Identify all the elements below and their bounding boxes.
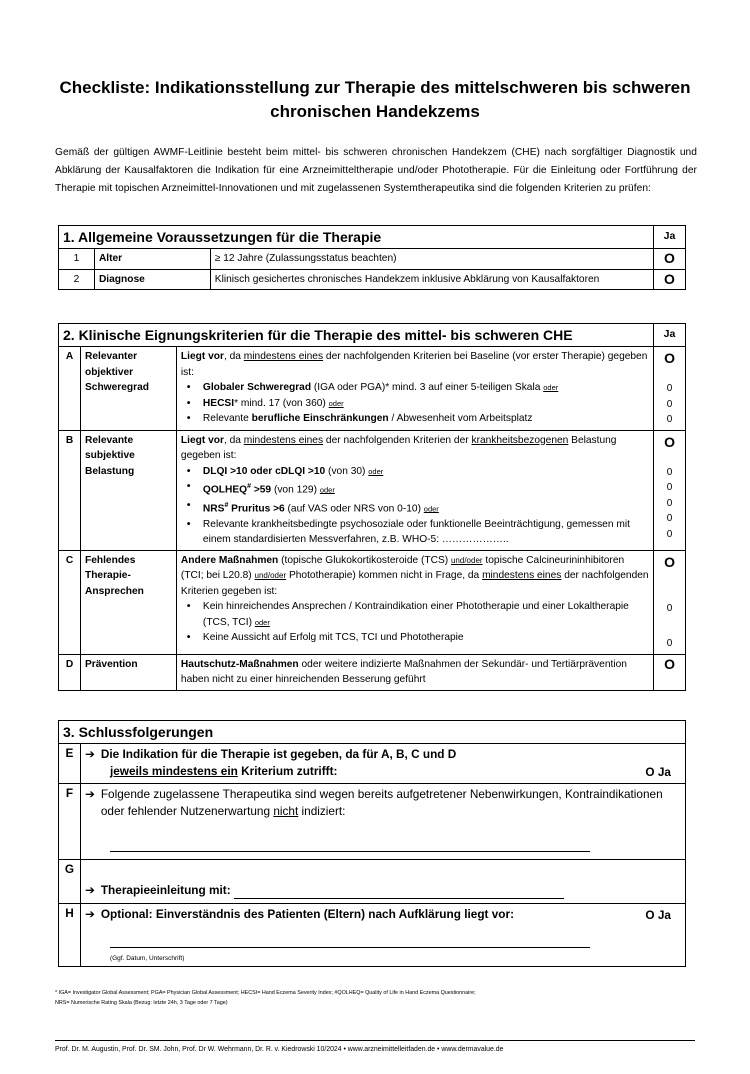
checkbox-alter[interactable]: O <box>654 249 686 270</box>
intro-paragraph: Gemäß der gültigen AWMF-Leitlinie besteht beim mittel- bis schweren chronischen Handekzem (CHE) nach sorgfältiger Diagnostik und Abklärung der Kausalfaktoren die Indikation für eine Arzneimitteltherapie und/oder Phototherapie. Für die Einleitung oder Fortführung der Therapie mit topischen Arzneimittel-Innovationen und mit zugelassenen Systemtherapeutika sind die folgenden Kriterien zu prüfen: <box>55 147 697 194</box>
checkbox-a-item[interactable]: 0 <box>666 398 673 410</box>
checkbox-a-item[interactable]: 0 <box>666 383 673 394</box>
row-text-diagnose: Klinisch gesichertes chronisches Handekzem inklusive Abklärung von Kausalfaktoren <box>210 269 653 290</box>
therapy-start-input-line[interactable] <box>234 883 564 900</box>
criterion-item: • Keine Aussicht auf Erfolg mit TCS, TCI und Phototherapie <box>203 630 649 646</box>
criterion-item: • Kein hinreichendes Ansprechen / Kontraindikation einer Phototherapie und einer Lokaltherapie (TCS, TCI) oder <box>203 599 649 630</box>
section3-table <box>58 720 686 967</box>
footnotes: * IGA= Investigator Global Assessment; PGA= Physician Global Assessment; HECSI= Hand Eczema Severity Index; #QOLHEQ= Quality of Life in Hand Eczema Questionnaire; NRS= Numerische Rating Skala (Bezug: letzte 24h, 3 Tage oder 7 Tage) <box>55 990 476 1006</box>
checkbox-b-item[interactable]: 0 <box>666 497 673 509</box>
section3-heading: 3. Schlussfolgerungen <box>59 721 686 744</box>
section2-table <box>58 323 686 691</box>
checkbox-c[interactable]: O <box>664 553 675 570</box>
arrow-icon: ➔ <box>84 747 95 761</box>
arrow-icon: ➔ <box>84 882 95 897</box>
row-text-alter: ≥ 12 Jahre (Zulassungsstatus beachten) <box>210 249 653 270</box>
criterion-text-c: Andere Maßnahmen (topische Glukokortikosteroide (TCS) und/oder topische Calcineurininhibitoren (TCI; bei L20.8) und/oder Phototherapie) kommen nicht in Frage, da mindestens eines der nachfolgenden Kriterien gegeben ist: • Kein hinreichendes Ansprechen / Kontraindikation einer Phototherapie und einer Lokaltherapie (TCS, TCI) oder • Keine Aussicht auf Erfolg mit TCS, TCI und Phototherapie <box>176 550 653 654</box>
row-number: 2 <box>59 269 95 290</box>
checkbox-c-item[interactable]: 0 <box>666 638 673 650</box>
criterion-text-d: Hautschutz-Maßnahmen oder weitere indizierte Maßnahmen der Sekundär- und Tertiärprävention haben nicht zu einer hinreichenden Besserung geführt <box>176 654 653 690</box>
criterion-letter: B <box>59 430 81 550</box>
conclusion-letter: G <box>59 860 81 904</box>
checkbox-c-item[interactable]: 0 <box>666 602 673 614</box>
criterion-label-d: Prävention <box>80 654 176 690</box>
criterion-item: • HECSI* mind. 17 (von 360) oder <box>203 396 649 412</box>
checkbox-column-c <box>654 550 686 654</box>
checkbox-diagnose[interactable]: O <box>654 269 686 290</box>
criterion-item: • Globaler Schweregrad (IGA oder PGA)* mind. 3 auf einer 5-teiligen Skala oder <box>203 380 649 396</box>
row-label-diagnose: Diagnose <box>94 269 210 290</box>
checkbox-a[interactable]: O <box>664 350 675 366</box>
arrow-icon: ➔ <box>84 787 95 801</box>
criterion-letter: A <box>59 347 81 431</box>
checkbox-b-item[interactable]: 0 <box>666 466 673 478</box>
criterion-letter: C <box>59 550 81 654</box>
criterion-label-a: Relevanter objektiver Schweregrad <box>80 347 176 431</box>
criterion-label-b: Relevante subjektive Belastung <box>80 430 176 550</box>
section2-ja-header: Ja <box>654 324 686 347</box>
conclusion-letter: E <box>59 744 81 784</box>
row-label-alter: Alter <box>94 249 210 270</box>
arrow-icon: ➔ <box>84 907 95 921</box>
section1-heading: 1. Allgemeine Voraussetzungen für die Therapie <box>59 226 654 249</box>
criterion-text-a: Liegt vor, da mindestens eines der nachfolgenden Kriterien bei Baseline (vor erster Therapie) gegeben ist: • Globaler Schweregrad (IGA oder PGA)* mind. 3 auf einer 5-teiligen Skala oder • HECSI* mind. 17 (von 360) oder • Relevante berufliche Einschränkungen / Abwesenheit vom Arbeitsplatz <box>176 347 653 431</box>
signature-input-line[interactable] <box>110 946 590 948</box>
conclusion-h: ➔ Optional: Einverständnis des Patienten (Eltern) nach Aufklärung liegt vor: O Ja (Ggf. Datum, Unterschrift) <box>80 904 685 967</box>
section1-ja-header: Ja <box>654 226 686 249</box>
checkbox-b[interactable]: O <box>664 433 675 450</box>
checkbox-d[interactable]: O <box>654 654 686 690</box>
criterion-text-b: Liegt vor, da mindestens eines der nachfolgenden Kriterien der krankheitsbezogenen Belastung gegeben ist: • DLQI >10 oder cDLQI >10 (von 30) oder • QOLHEQ# >59 (von 129) oder • NRS# Pruritus >6 (auf VAS oder NRS von 0-10) oder • Relevante krankheitsbedingte psychosoziale oder funktionelle Beeinträchtigung, gemessen mit einem standardisierten Messverfahren, z.B. WHO-5: ……………….. <box>176 430 653 550</box>
criterion-item: • Relevante berufliche Einschränkungen / Abwesenheit vom Arbeitsplatz <box>203 411 649 427</box>
checkbox-column-b <box>654 430 686 550</box>
row-number: 1 <box>59 249 95 270</box>
checkbox-b-item[interactable]: 0 <box>666 482 673 493</box>
conclusion-e-ja-checkbox[interactable]: O Ja <box>645 765 671 779</box>
signature-hint: (Ggf. Datum, Unterschrift) <box>109 955 185 962</box>
checkbox-b-item[interactable]: 0 <box>666 528 673 540</box>
criterion-label-c: Fehlendes Therapie-Ansprechen <box>80 550 176 654</box>
criterion-letter: D <box>59 654 81 690</box>
checkbox-a-item[interactable]: 0 <box>666 414 673 425</box>
conclusion-letter: F <box>59 784 81 860</box>
checkbox-column-a <box>654 347 686 431</box>
page-footer: Prof. Dr. M. Augustin, Prof. Dr. SM. John, Prof. Dr W. Wehrmann, Dr. R. v. Kiedrowski 10/2024 • www.arzneimittelleitfaden.de • www.dermavalue.de <box>55 1040 695 1055</box>
checkbox-b-item[interactable]: 0 <box>666 513 673 524</box>
section1-table <box>58 225 686 290</box>
conclusion-g: ➔ Therapieeinleitung mit: <box>80 860 685 904</box>
section2-heading: 2. Klinische Eignungskriterien für die Therapie des mittel- bis schweren CHE <box>59 324 654 347</box>
criterion-item: • Relevante krankheitsbedingte psychosoziale oder funktionelle Beeinträchtigung, gemessen mit einem standardisierten Messverfahren, z.B. WHO-5: ……………….. <box>203 517 649 548</box>
conclusion-f: ➔ Folgende zugelassene Therapeutika sind wegen bereits aufgetretener Nebenwirkungen, Kontraindikationen oder fehlender Nutzenerwartung nicht indiziert: <box>80 784 685 860</box>
page-title: Checkliste: Indikationsstellung zur Therapie des mittelschweren bis schweren chronischen Handekzems <box>59 78 691 121</box>
criterion-item: • QOLHEQ# >59 (von 129) oder <box>203 479 649 498</box>
conclusion-letter: H <box>59 904 81 967</box>
consent-ja-checkbox[interactable]: O Ja <box>645 908 671 922</box>
criterion-item: • NRS# Pruritus >6 (auf VAS oder NRS von 0-10) oder <box>203 498 649 517</box>
therapeutics-input-line[interactable] <box>110 850 590 852</box>
criterion-item: • DLQI >10 oder cDLQI >10 (von 30) oder <box>203 464 649 480</box>
conclusion-e: ➔ Die Indikation für die Therapie ist gegeben, da für A, B, C und D jeweils mindestens ein Kriterium zutrifft: O Ja <box>80 744 685 784</box>
